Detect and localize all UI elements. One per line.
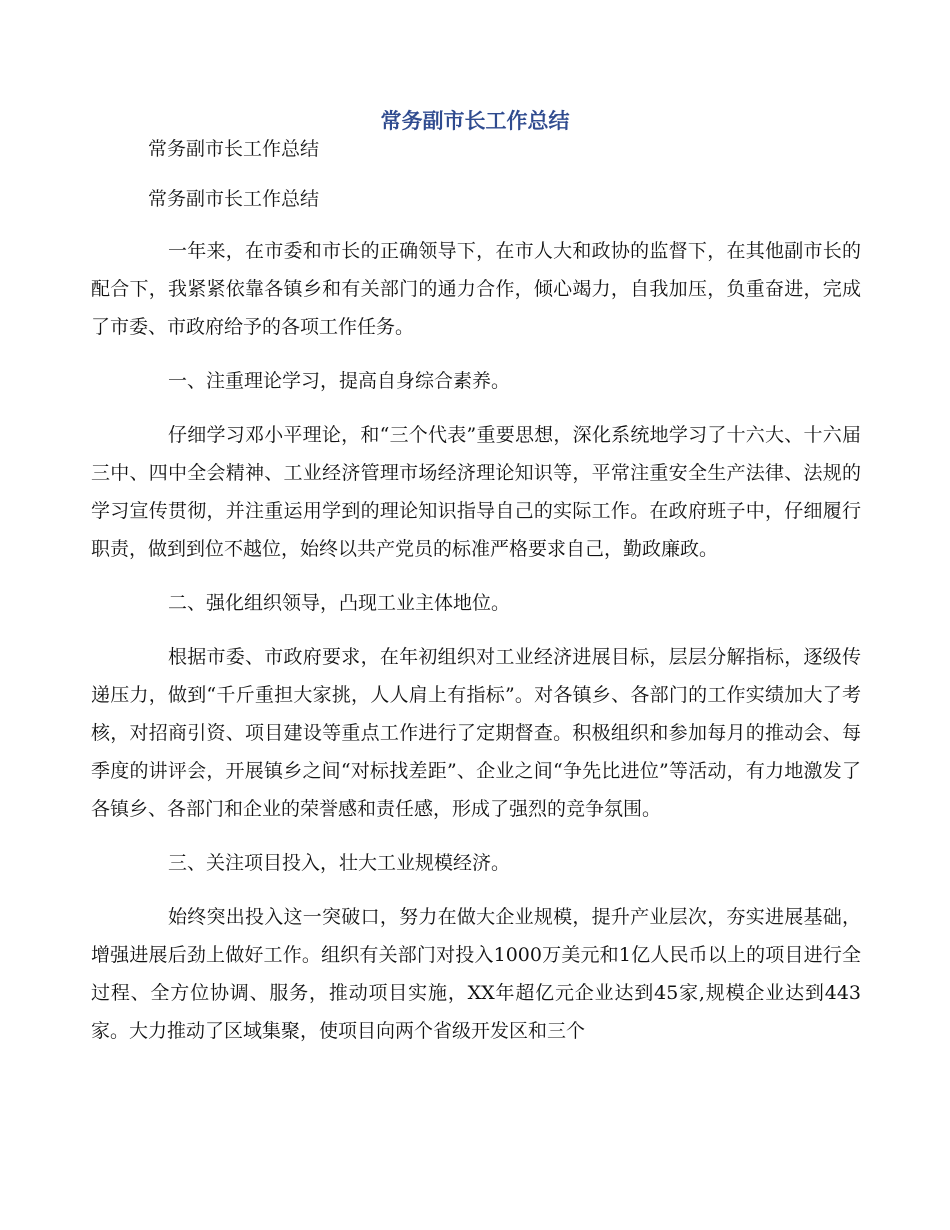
document-title: 常务副市长工作总结	[380, 108, 570, 133]
section-heading-1: 一、注重理论学习，提高自身综合素养。	[168, 370, 511, 392]
paragraph-intro: 一年来，在市委和市长的正确领导下，在市人大和政协的监督下，在其他副市长的配合下，我紧紧依靠各镇乡和有关部门的通力合作，倾心竭力，自我加压，负重奋进，完成了市委、市政府给予的各项工作任务。	[91, 240, 861, 338]
section-heading-2: 二、强化组织领导，凸现工业主体地位。	[168, 592, 511, 614]
paragraph-section-3: 始终突出投入这一突破口，努力在做大企业规模，提升产业层次，夯实进展基础，增强进展后劲上做好工作。组织有关部门对投入1000万美元和1亿人民币以上的项目进行全过程、全方位协调、服务，推动项目实施，XX年超亿元企业达到45家,规模企业达到443家。大力推动了区域集聚，使项目向两个省级开发区和三个	[91, 906, 861, 1042]
section-heading-3: 三、关注项目投入，壮大工业规模经济。	[168, 852, 511, 874]
subtitle-line: 常务副市长工作总结	[148, 138, 320, 160]
document-body	[91, 132, 861, 1050]
subtitle-line: 常务副市长工作总结	[148, 188, 320, 210]
paragraph-section-2: 根据市委、市政府要求，在年初组织对工业经济进展目标，层层分解指标，逐级传递压力，做到“千斤重担大家挑，人人肩上有指标”。对各镇乡、各部门的工作实绩加大了考核，对招商引资、项目建设等重点工作进行了定期督查。积极组织和参加每月的推动会、每季度的讲评会，开展镇乡之间“对标找差距”、企业之间“争先比进位”等活动，有力地激发了各镇乡、各部门和企业的荣誉感和责任感，形成了强烈的竞争氛围。	[91, 646, 861, 820]
paragraph-section-1: 仔细学习邓小平理论，和“三个代表”重要思想，深化系统地学习了十六大、十六届三中、四中全会精神、工业经济管理市场经济理论知识等，平常注重安全生产法律、法规的学习宣传贯彻，并注重运用学到的理论知识指导自己的实际工作。在政府班子中，仔细履行职责，做到到位不越位，始终以共产党员的标准严格要求自己，勤政廉政。	[91, 424, 861, 560]
